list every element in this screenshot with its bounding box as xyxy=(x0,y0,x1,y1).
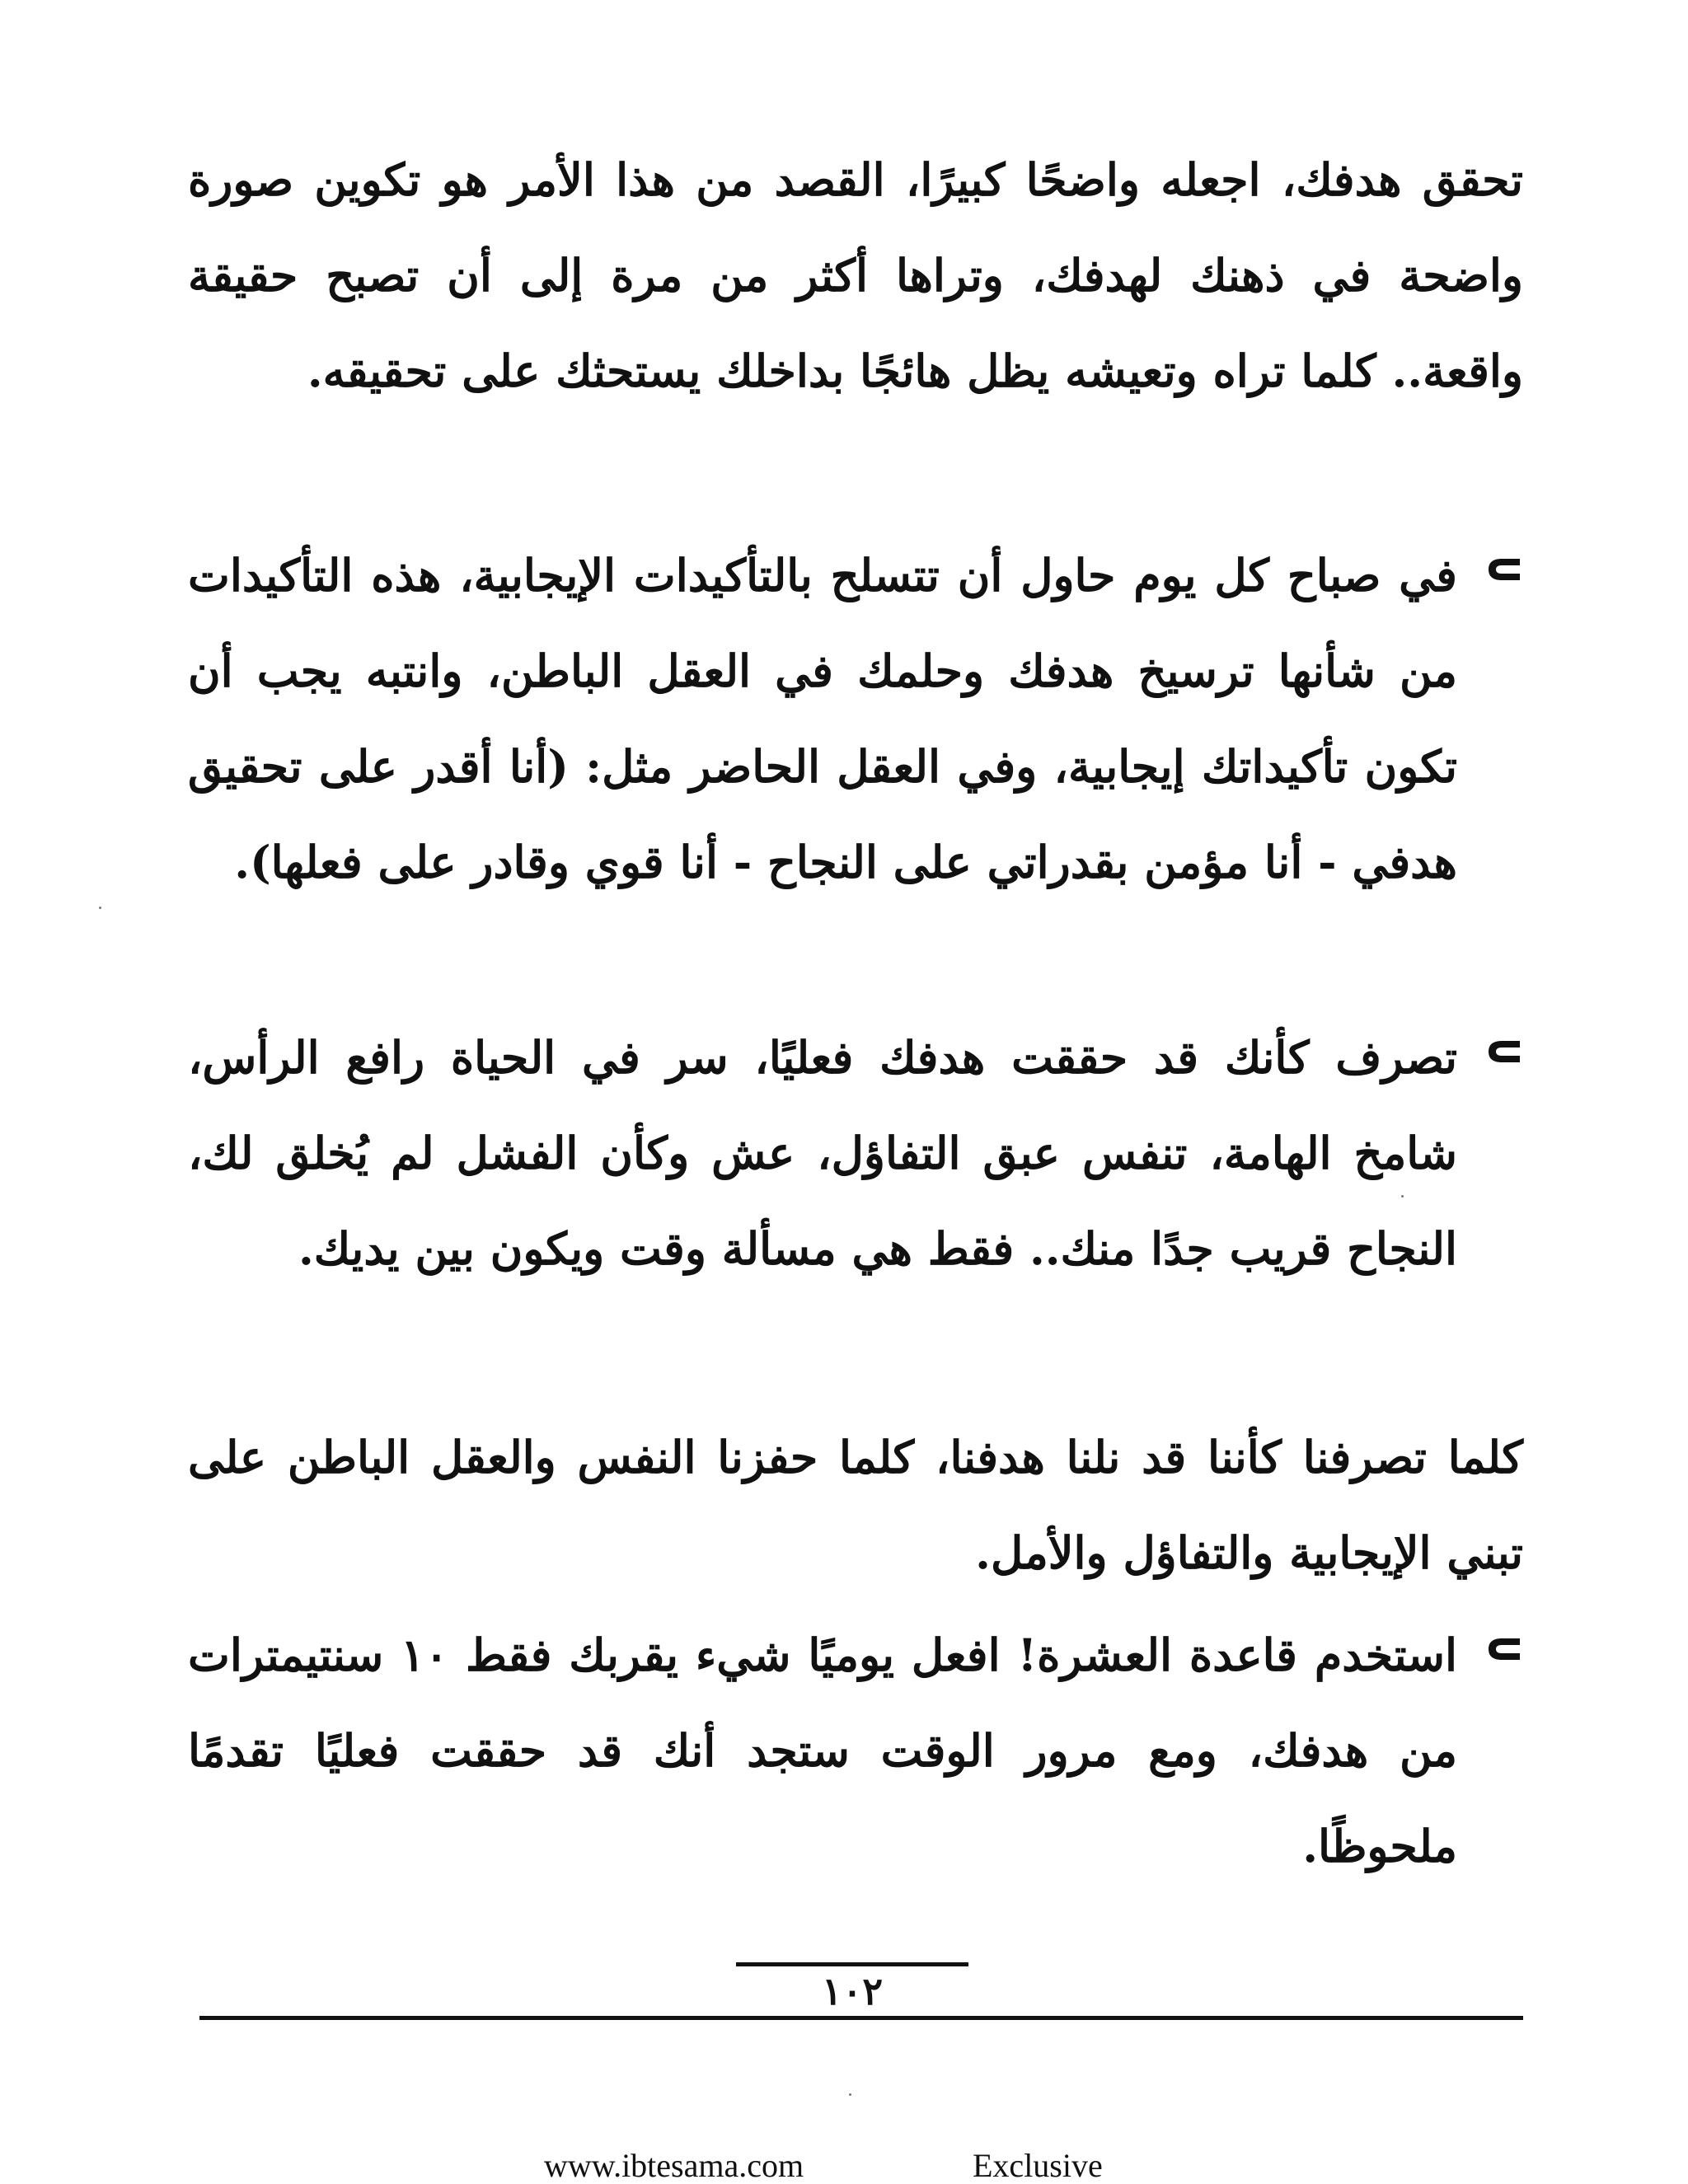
intro-paragraph: تحقق هدفك، اجعله واضحًا كبيرًا، القصد من هذا الأمر هو تكوين صورة واضحة في ذهنك لهدفك، وتراها أكثر من مرة إلى أن تصبح حقيقة واقعة.. كلما تراه وتعيشه يظل هائجًا بداخلك يستحثك على تحقيقه. xyxy=(188,153,1523,397)
scan-speck xyxy=(1401,1195,1404,1197)
page-number-rule xyxy=(736,1962,968,1966)
arrow-bullet-icon xyxy=(1485,1038,1523,1066)
bullet-item-act-as-if xyxy=(188,1010,1523,1296)
scan-speck xyxy=(849,2093,851,2096)
middle-paragraph: كلما تصرفنا كأننا قد نلنا هدفنا، كلما حفزنا النفس والعقل الباطن على تبني الإيجابية والتفاؤل والأمل. xyxy=(188,1431,1523,1579)
bullet-item-affirmations xyxy=(188,527,1523,910)
page-number: ١٠٢ xyxy=(821,1969,884,2013)
bullet-item-rule-of-ten xyxy=(188,1607,1523,1894)
bullet-text: تصرف كأنك قد حققت هدفك فعليًا، سر في الحياة رافع الرأس، شامخ الهامة، تنفس عبق التفاؤل، عش وكأن الفشل لم يُخلق لك، النجاح قريب جدًا منك.. فقط هي مسألة وقت ويكون بين يديك. xyxy=(188,1031,1457,1275)
footer-divider xyxy=(199,2016,1523,2020)
source-url[interactable]: www.ibtesama.com xyxy=(544,2147,804,2184)
bullet-text: في صباح كل يوم حاول أن تتسلح بالتأكيدات الإيجابية، هذه التأكيدات من شأنها ترسيخ هدفك وحلمك في العقل الباطن، وانتبه يجب أن تكون تأكيداتك إيجابية، وفي العقل الحاضر مثل: (أنا أقدر على تحقيق هدفي - أنا مؤمن بقدراتي على النجاح - أنا قوي وقادر على فعلها). xyxy=(188,549,1457,888)
source-tag: Exclusive xyxy=(973,2147,1103,2184)
arrow-bullet-icon xyxy=(1485,555,1523,583)
source-footer xyxy=(544,2147,1154,2184)
scan-speck xyxy=(99,907,101,909)
bullet-text: استخدم قاعدة العشرة! افعل يوميًا شيء يقربك فقط ١٠ سنتيمترات من هدفك، ومع مرور الوقت ستجد أنك قد حققت فعليًا تقدمًا ملحوظًا. xyxy=(188,1629,1458,1872)
arrow-bullet-icon xyxy=(1485,1635,1523,1663)
